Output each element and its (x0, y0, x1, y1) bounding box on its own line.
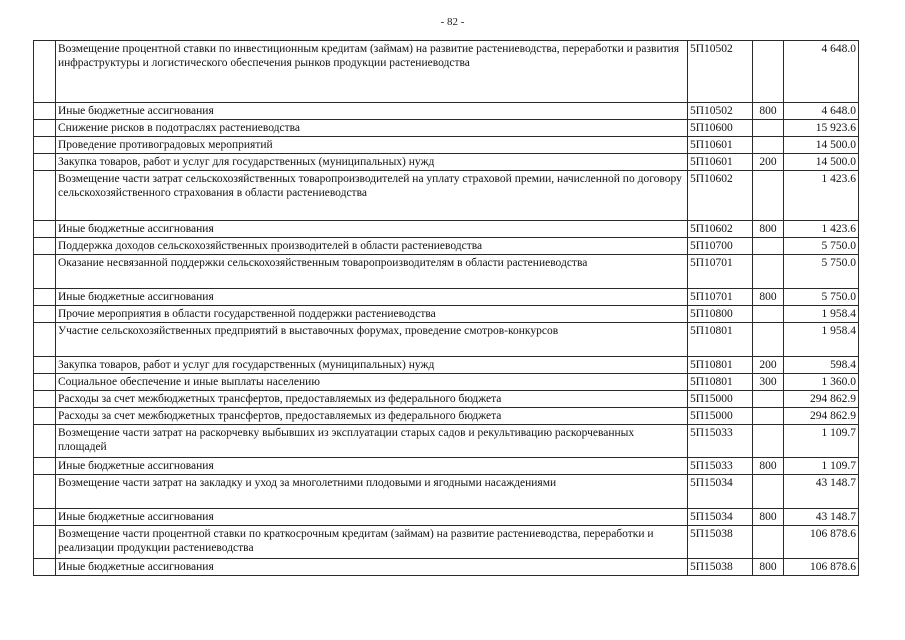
row-margin-cell (34, 306, 56, 323)
row-margin-cell (34, 154, 56, 171)
table-row (34, 289, 859, 306)
row-name: Участие сельскохозяйственных предприятий в выставочных форумах, проведение смотров-конкурсов (56, 323, 688, 357)
row-margin-cell (34, 526, 56, 559)
row-code: 5П10801 (688, 357, 753, 374)
table-row (34, 255, 859, 289)
row-amount: 1 958.4 (784, 306, 859, 323)
row-expense-type: 800 (753, 509, 784, 526)
table-row (34, 306, 859, 323)
row-name: Иные бюджетные ассигнования (56, 458, 688, 475)
row-code: 5П10502 (688, 41, 753, 103)
row-margin-cell (34, 475, 56, 509)
row-expense-type (753, 323, 784, 357)
row-expense-type: 800 (753, 221, 784, 238)
row-expense-type (753, 171, 784, 221)
row-name: Возмещение части затрат на раскорчевку выбывших из эксплуатации старых садов и рекультивацию раскорчеванных площадей (56, 425, 688, 458)
table-row (34, 221, 859, 238)
table-row (34, 323, 859, 357)
row-code: 5П10602 (688, 171, 753, 221)
table-row (34, 458, 859, 475)
table-row (34, 171, 859, 221)
row-expense-type (753, 255, 784, 289)
row-code: 5П10701 (688, 255, 753, 289)
row-margin-cell (34, 255, 56, 289)
row-expense-type: 800 (753, 458, 784, 475)
row-name: Социальное обеспечение и иные выплаты населению (56, 374, 688, 391)
row-expense-type (753, 306, 784, 323)
table-row (34, 425, 859, 458)
row-code: 5П15000 (688, 391, 753, 408)
row-name: Расходы за счет межбюджетных трансфертов, предоставляемых из федерального бюджета (56, 408, 688, 425)
row-margin-cell (34, 289, 56, 306)
row-expense-type: 800 (753, 289, 784, 306)
row-expense-type (753, 425, 784, 458)
row-name: Расходы за счет межбюджетных трансфертов, предоставляемых из федерального бюджета (56, 391, 688, 408)
row-amount: 598.4 (784, 357, 859, 374)
row-expense-type (753, 526, 784, 559)
row-amount: 1 958.4 (784, 323, 859, 357)
table-row (34, 526, 859, 559)
row-expense-type: 200 (753, 154, 784, 171)
row-amount: 14 500.0 (784, 154, 859, 171)
row-amount: 1 423.6 (784, 171, 859, 221)
row-margin-cell (34, 221, 56, 238)
table-row (34, 103, 859, 120)
row-name: Закупка товаров, работ и услуг для государственных (муниципальных) нужд (56, 357, 688, 374)
table-row (34, 559, 859, 576)
row-margin-cell (34, 120, 56, 137)
row-code: 5П10700 (688, 238, 753, 255)
row-code: 5П10701 (688, 289, 753, 306)
row-name: Иные бюджетные ассигнования (56, 103, 688, 120)
table-row (34, 154, 859, 171)
row-name: Возмещение процентной ставки по инвестиционным кредитам (займам) на развитие растениеводства, переработки и развития инфраструктуры и логистического обеспечения рынков продукции растениеводства (56, 41, 688, 103)
row-amount: 1 109.7 (784, 458, 859, 475)
row-code: 5П15034 (688, 509, 753, 526)
row-code: 5П15033 (688, 425, 753, 458)
row-margin-cell (34, 103, 56, 120)
row-amount: 15 923.6 (784, 120, 859, 137)
table-row (34, 357, 859, 374)
row-amount: 294 862.9 (784, 408, 859, 425)
row-code: 5П10502 (688, 103, 753, 120)
row-name: Иные бюджетные ассигнования (56, 221, 688, 238)
row-margin-cell (34, 425, 56, 458)
row-expense-type (753, 475, 784, 509)
row-amount: 5 750.0 (784, 289, 859, 306)
row-code: 5П15033 (688, 458, 753, 475)
row-amount: 5 750.0 (784, 255, 859, 289)
row-amount: 4 648.0 (784, 41, 859, 103)
row-expense-type: 300 (753, 374, 784, 391)
row-margin-cell (34, 323, 56, 357)
row-code: 5П15038 (688, 526, 753, 559)
row-expense-type (753, 408, 784, 425)
row-margin-cell (34, 391, 56, 408)
table-row (34, 408, 859, 425)
table-row (34, 509, 859, 526)
table-row (34, 475, 859, 509)
row-name: Возмещение части затрат сельскохозяйственных товаропроизводителей на уплату страховой премии, начисленной по договору сельскохозяйственного страхования в области растениеводства (56, 171, 688, 221)
row-amount: 43 148.7 (784, 509, 859, 526)
table-row (34, 120, 859, 137)
row-margin-cell (34, 408, 56, 425)
row-expense-type (753, 120, 784, 137)
row-expense-type (753, 391, 784, 408)
row-expense-type: 200 (753, 357, 784, 374)
row-name: Оказание несвязанной поддержки сельскохозяйственным товаропроизводителям в области растениеводства (56, 255, 688, 289)
row-margin-cell (34, 137, 56, 154)
row-amount: 1 360.0 (784, 374, 859, 391)
row-code: 5П15034 (688, 475, 753, 509)
row-expense-type (753, 238, 784, 255)
table-row (34, 391, 859, 408)
row-margin-cell (34, 238, 56, 255)
row-name: Поддержка доходов сельскохозяйственных производителей в области растениеводства (56, 238, 688, 255)
row-code: 5П10800 (688, 306, 753, 323)
row-name: Закупка товаров, работ и услуг для государственных (муниципальных) нужд (56, 154, 688, 171)
row-name: Иные бюджетные ассигнования (56, 289, 688, 306)
row-margin-cell (34, 374, 56, 391)
row-name: Иные бюджетные ассигнования (56, 559, 688, 576)
row-amount: 294 862.9 (784, 391, 859, 408)
row-amount: 14 500.0 (784, 137, 859, 154)
row-amount: 1 109.7 (784, 425, 859, 458)
row-amount: 5 750.0 (784, 238, 859, 255)
row-code: 5П15038 (688, 559, 753, 576)
table-row (34, 137, 859, 154)
row-amount: 106 878.6 (784, 559, 859, 576)
row-amount: 4 648.0 (784, 103, 859, 120)
row-name: Проведение противоградовых мероприятий (56, 137, 688, 154)
row-amount: 43 148.7 (784, 475, 859, 509)
page-number: - 82 - (440, 16, 465, 28)
row-code: 5П10801 (688, 323, 753, 357)
row-margin-cell (34, 357, 56, 374)
row-margin-cell (34, 458, 56, 475)
row-margin-cell (34, 41, 56, 103)
table-row (34, 41, 859, 103)
row-expense-type (753, 41, 784, 103)
row-expense-type: 800 (753, 103, 784, 120)
row-code: 5П10801 (688, 374, 753, 391)
row-code: 5П15000 (688, 408, 753, 425)
row-name: Возмещение части затрат на закладку и уход за многолетними плодовыми и ягодными насаждениями (56, 475, 688, 509)
row-expense-type: 800 (753, 559, 784, 576)
table-row (34, 238, 859, 255)
row-margin-cell (34, 509, 56, 526)
row-name: Иные бюджетные ассигнования (56, 509, 688, 526)
row-name: Прочие мероприятия в области государственной поддержки растениеводства (56, 306, 688, 323)
row-name: Снижение рисков в подотраслях растениеводства (56, 120, 688, 137)
row-name: Возмещение части процентной ставки по краткосрочным кредитам (займам) на развитие растениеводства, переработки и реализации продукции растениеводства (56, 526, 688, 559)
table-row (34, 374, 859, 391)
row-amount: 1 423.6 (784, 221, 859, 238)
row-code: 5П10601 (688, 154, 753, 171)
budget-table (33, 40, 859, 576)
row-margin-cell (34, 171, 56, 221)
row-code: 5П10600 (688, 120, 753, 137)
row-expense-type (753, 137, 784, 154)
row-code: 5П10601 (688, 137, 753, 154)
row-amount: 106 878.6 (784, 526, 859, 559)
row-code: 5П10602 (688, 221, 753, 238)
row-margin-cell (34, 559, 56, 576)
